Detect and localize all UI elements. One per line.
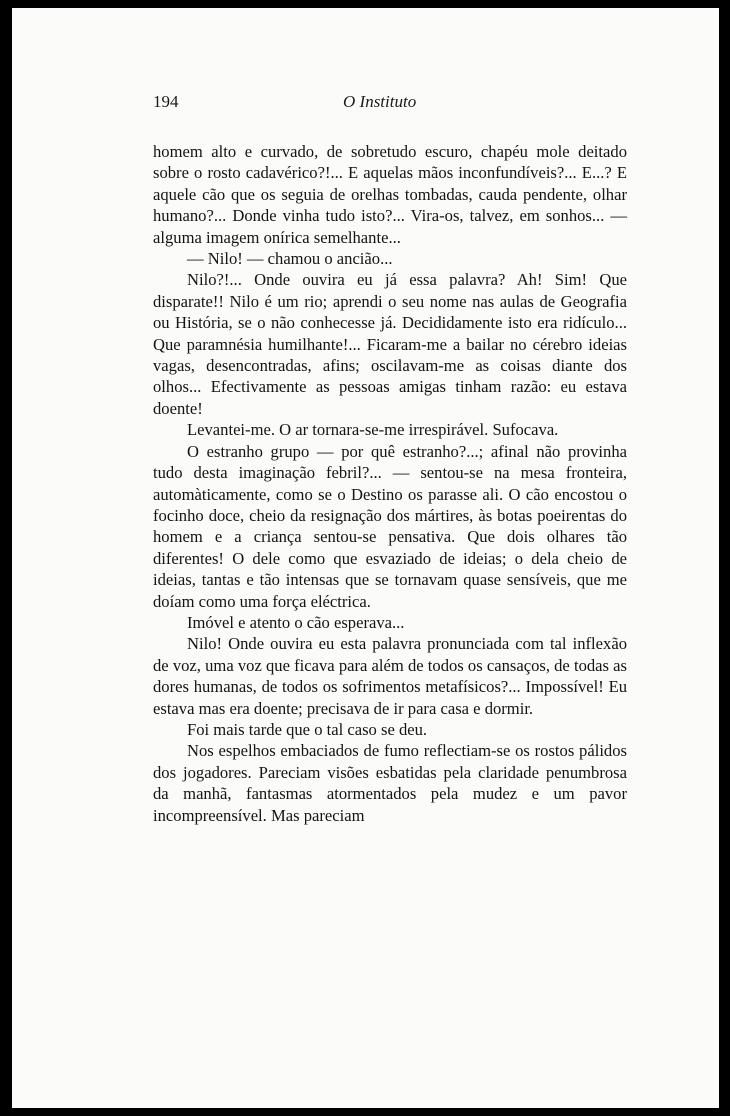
running-title: O Instituto bbox=[343, 92, 417, 111]
book-page bbox=[12, 8, 719, 1108]
paragraph: O estranho grupo — por quê estranho?...; afinal não provinha tudo desta imaginação febril?... — sentou-se na mesa fronteira, automàticamente, como se o Destino os parasse ali. O cão encostou o focinho doce, cheio da resignação dos mártires, às botas poeirentas do homem e a criança sentou-se pensativa. Que dois olhares tão diferentes! O dele como que esvaziado de ideias; o dela cheio de ideias, tantas e tão intensas que se tornavam quase sensíveis, que me doíam como uma força eléctrica. bbox=[153, 441, 627, 611]
page-header bbox=[153, 92, 645, 118]
paragraph: Nilo! Onde ouvira eu esta palavra pronunciada com tal inflexão de voz, uma voz que ficava para além de todos os cansaços, de todas as dores humanas, de todos os sofrimentos metafísicos?... Impossível! Eu estava mas era doente; precisava de ir para casa e dormir. bbox=[153, 634, 627, 718]
paragraph: Nilo?!... Onde ouvira eu já essa palavra? Ah! Sim! Que disparate!! Nilo é um rio; aprendi o seu nome nas aulas de Geografia ou História, se o não conhecesse já. Decididamente isto era ridículo... Que paramnésia humilhante!... Ficaram-me a bailar no cérebro ideias vagas, desencontradas, afins; oscilavam-me as coisas diante dos olhos... Efectivamente as pessoas amigas tinham razão: eu estava doente! bbox=[153, 270, 627, 418]
page-number: 194 bbox=[153, 92, 179, 111]
paragraph: Nos espelhos embaciados de fumo reflectiam-se os rostos pálidos dos jogadores. Pareciam visões esbatidas pela claridade penumbrosa da manhã, fantasmas atormentados pela mudez e um pavor incompreensível. Mas pareciam bbox=[153, 741, 627, 825]
paragraph: Imóvel e atento o cão esperava... bbox=[187, 612, 405, 632]
paragraph: Levantei-me. O ar tornara-se-me irrespirável. Sufocava. bbox=[187, 420, 559, 440]
body-text bbox=[153, 141, 627, 826]
paragraph: Foi mais tarde que o tal caso se deu. bbox=[187, 719, 428, 739]
paragraph-dialogue: — Nilo! — chamou o ancião... bbox=[187, 249, 393, 269]
paragraph-continuation: homem alto e curvado, de sobretudo escuro, chapéu mole deitado sobre o rosto cadavérico?!... E aquelas mãos inconfundíveis?... E...? E aquele cão que os seguia de orelhas tombadas, cauda pendente, olhar humano?... Donde vinha tudo isto?... Vira-os, talvez, em sonhos... — alguma imagem onírica semelhante... bbox=[153, 142, 627, 247]
